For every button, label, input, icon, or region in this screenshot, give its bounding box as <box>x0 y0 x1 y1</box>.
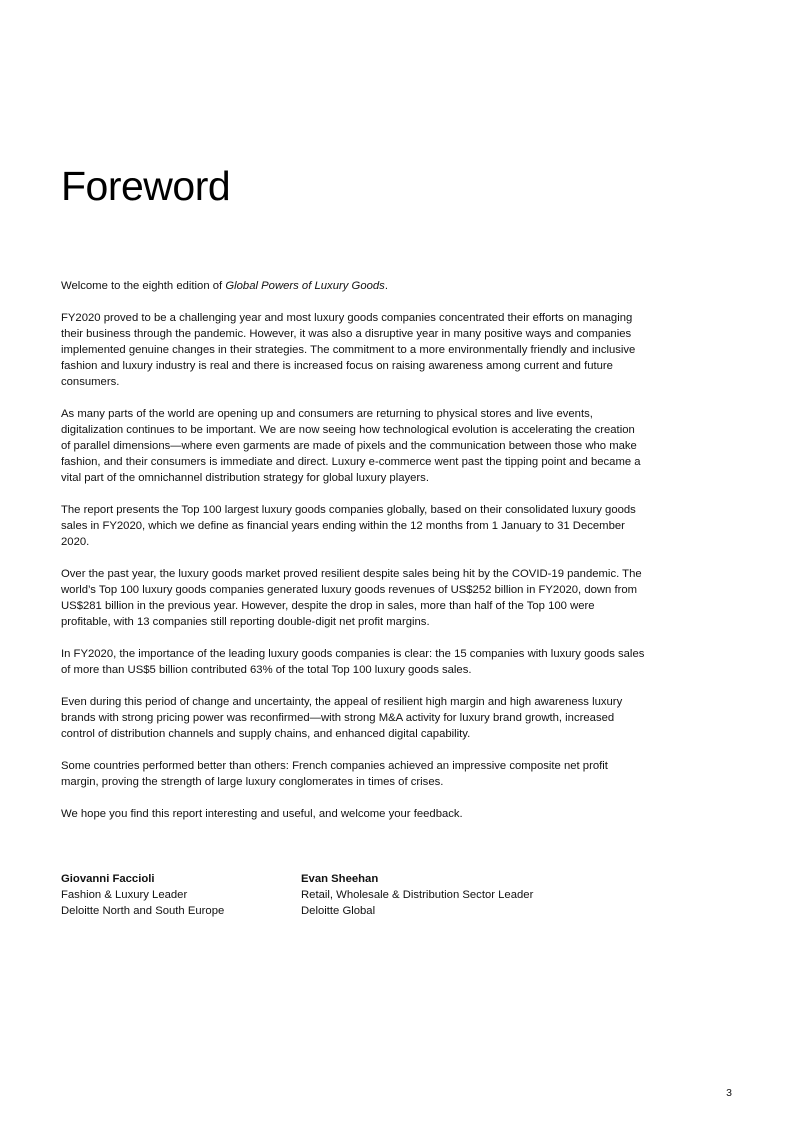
signatory-role: Retail, Wholesale & Distribution Sector Leader <box>301 889 534 901</box>
intro-end: . <box>384 280 388 292</box>
paragraph: FY2020 proved to be a challenging year and most luxury goods companies concentrated their efforts on managing their business through the pandemic. However, it was also a disruptive year in many positive ways and companies implemented genuine changes in their strategies. The commitment to a more environmentally friendly and inclusive fashion and luxury industry is real and there is increased focus on raising awareness among current and future consumers. <box>61 312 636 388</box>
signatory-name: Giovanni Faccioli <box>61 873 155 885</box>
signatory-role: Fashion & Luxury Leader <box>61 889 188 901</box>
intro-text: Welcome to the eighth edition of <box>61 280 226 292</box>
paragraph: Even during this period of change and uncertainty, the appeal of resilient high margin and high awareness luxury brands with strong pricing power was reconfirmed—with strong M&A activity for luxury brand growth, increased control of distribution channels and supply chains, and enhanced digital capability. <box>61 696 623 740</box>
publication-title: Global Powers of Luxury Goods <box>225 280 385 292</box>
foreword-body <box>61 278 646 838</box>
signatory-organization: Deloitte Global <box>301 905 376 917</box>
page-number: 3 <box>726 1087 732 1099</box>
paragraph: In FY2020, the importance of the leading luxury goods companies is clear: the 15 companies with luxury goods sales of more than US$5 billion contributed 63% of the total Top 100 luxury goods sales. <box>61 648 645 676</box>
paragraph: We hope you find this report interesting and useful, and welcome your feedback. <box>61 808 463 820</box>
page-title: Foreword <box>61 163 231 209</box>
paragraph: The report presents the Top 100 largest luxury goods companies globally, based on their consolidated luxury goods sales in FY2020, which we define as financial years ending within the 12 months from 1 January to 31 December 2020. <box>61 504 636 548</box>
paragraph: Over the past year, the luxury goods market proved resilient despite sales being hit by the COVID-19 pandemic. The world’s Top 100 luxury goods companies generated luxury goods revenues of US$252 billion in FY2020, down from US$281 billion in the previous year. However, despite the drop in sales, more than half of the Top 100 were profitable, with 13 companies still reporting double-digit net profit margins. <box>61 568 642 628</box>
signatory <box>301 871 533 919</box>
paragraph: Some countries performed better than others: French companies achieved an impressive composite net profit margin, proving the strength of large luxury conglomerates in times of crises. <box>61 760 608 788</box>
intro-paragraph <box>61 278 646 294</box>
signatory <box>61 871 224 919</box>
signatory-name: Evan Sheehan <box>301 873 379 885</box>
signatory-organization: Deloitte North and South Europe <box>61 905 225 917</box>
paragraph: As many parts of the world are opening up and consumers are returning to physical stores and live events, digitalization continues to be important. We are now seeing how technological evolution is accelerating the creation of parallel dimensions—where even garments are made of pixels and the communication between those who make fashion, and their consumers is immediate and direct. Luxury e-commerce went past the tipping point and became a vital part of the omnichannel distribution strategy for global luxury players. <box>61 408 641 484</box>
